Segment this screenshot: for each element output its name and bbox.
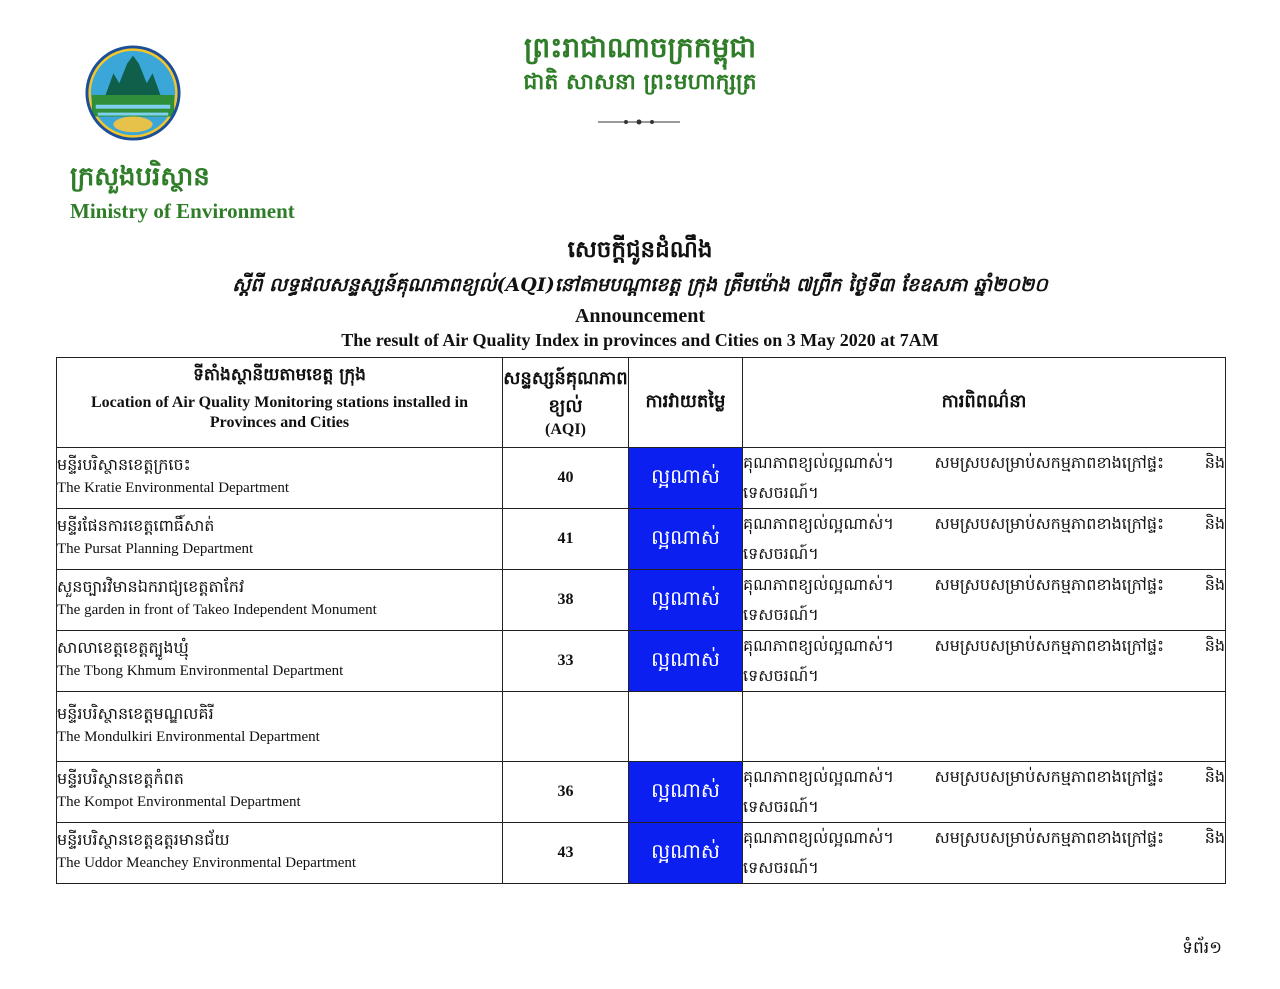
table-header-row — [57, 358, 1226, 448]
notice-title-kh: សេចក្តីជូនដំណឹង — [567, 236, 713, 263]
evaluation-badge: ល្អណាស់ — [629, 631, 743, 692]
table-row — [57, 448, 1226, 509]
evaluation-badge: ល្អណាស់ — [629, 448, 743, 509]
recommendation-text: គុណភាពខ្យល់ល្អណាស់។ សមស្របសម្រាប់សកម្មភាពខាងក្រៅផ្ទះ និងទេសចរណ៍។ — [743, 570, 1226, 631]
header-location-en: Location of Air Quality Monitoring stations installed in Provinces and Cities — [90, 394, 469, 431]
recommendation-text: គុណភាពខ្យល់ល្អណាស់។ សមស្របសម្រាប់សកម្មភាពខាងក្រៅផ្ទះ និងទេសចរណ៍។ — [743, 823, 1226, 884]
location-kh: សួនច្បារវិមានឯករាជ្យខេត្តតាកែវ — [57, 577, 245, 596]
location-en: The Pursat Planning Department — [57, 541, 254, 557]
recommendation-text — [743, 692, 1226, 762]
table-row — [57, 692, 1226, 762]
evaluation-badge: ល្អណាស់ — [629, 823, 743, 884]
evaluation-badge: ល្អណាស់ — [629, 509, 743, 570]
aqi-table — [56, 357, 1226, 884]
header-aqi — [503, 358, 629, 448]
aqi-value: 33 — [503, 631, 629, 692]
aqi-value: 43 — [503, 823, 629, 884]
aqi-value — [503, 692, 629, 762]
aqi-value: 36 — [503, 762, 629, 823]
location-kh: មន្ទីរបរិស្ថានខេត្តឧត្តរមានជ័យ — [57, 830, 230, 849]
location-en: The Mondulkiri Environmental Department — [57, 728, 320, 745]
header-evaluation: ការវាយតម្លៃ — [629, 358, 743, 448]
page-number: ទំព័រ១ — [1182, 938, 1222, 958]
header-aqi-kh: សន្ទស្សន៍គុណភាពខ្យល់ — [503, 367, 628, 417]
recommendation-text: គុណភាពខ្យល់ល្អណាស់។ សមស្របសម្រាប់សកម្មភាពខាងក្រៅផ្ទះ និងទេសចរណ៍។ — [743, 448, 1226, 509]
evaluation-badge: ល្អណាស់ — [629, 762, 743, 823]
location-cell — [57, 509, 503, 570]
ornamental-divider-icon — [598, 118, 680, 126]
table-row — [57, 570, 1226, 631]
aqi-value: 38 — [503, 570, 629, 631]
header-recommendation: ការពិពណ៌នា — [743, 358, 1226, 448]
table-row — [57, 823, 1226, 884]
kingdom-motto: ជាតិ សាសនា ព្រះមហាក្សត្រ — [523, 69, 757, 95]
location-en: The garden in front of Takeo Independent Monument — [57, 602, 377, 618]
table-row — [57, 762, 1226, 823]
announcement-title-en: Announcement — [574, 305, 705, 327]
location-cell — [57, 762, 503, 823]
recommendation-text: គុណភាពខ្យល់ល្អណាស់។ សមស្របសម្រាប់សកម្មភាពខាងក្រៅផ្ទះ និងទេសចរណ៍។ — [743, 631, 1226, 692]
recommendation-text: គុណភាពខ្យល់ល្អណាស់។ សមស្របសម្រាប់សកម្មភាពខាងក្រៅផ្ទះ និងទេសចរណ៍។ — [743, 762, 1226, 823]
location-cell — [57, 692, 503, 762]
location-cell — [57, 823, 503, 884]
kingdom-title: ព្រះរាជាណាចក្រកម្ពុជា — [523, 31, 756, 64]
location-kh: សាលាខេត្តខេត្តត្បូងឃ្មុំ — [57, 638, 189, 657]
location-en: The Tbong Khmum Environmental Department — [57, 663, 344, 679]
evaluation-badge — [629, 692, 743, 762]
subject-kh: ស្តីពី លទ្ធផលសន្ទស្សន៍គុណភាពខ្យល់(AQI)នៅតាមបណ្តាខេត្ត ក្រុង ត្រឹមម៉ោង ៧ព្រឹក ថ្ងៃទី៣ ខែឧសភា ឆ្នាំ២០២០ — [232, 274, 1048, 296]
location-en: The Kratie Environmental Department — [57, 480, 289, 496]
location-cell — [57, 631, 503, 692]
ministry-name-kh: ក្រសួងបរិស្ថាន — [70, 162, 210, 192]
table-row — [57, 509, 1226, 570]
evaluation-badge: ល្អណាស់ — [629, 570, 743, 631]
header-location-kh: ទីតាំងស្ថានីយតាមខេត្ត ក្រុង — [193, 365, 366, 385]
aqi-value: 40 — [503, 448, 629, 509]
location-en: The Kompot Environmental Department — [57, 794, 301, 810]
location-cell — [57, 448, 503, 509]
location-en: The Uddor Meanchey Environmental Department — [57, 855, 357, 871]
header-aqi-en: (AQI) — [545, 420, 586, 438]
table-row — [57, 631, 1226, 692]
location-kh: មន្ទីរបរិស្ថានខេត្តក្រចេះ — [57, 455, 191, 474]
location-cell — [57, 570, 503, 631]
recommendation-text: គុណភាពខ្យល់ល្អណាស់។ សមស្របសម្រាប់សកម្មភាពខាងក្រៅផ្ទះ និងទេសចរណ៍។ — [743, 509, 1226, 570]
aqi-value: 41 — [503, 509, 629, 570]
location-kh: មន្ទីរបរិស្ថានខេត្តកំពត — [57, 769, 184, 788]
ministry-name-en: Ministry of Environment — [70, 199, 295, 223]
location-kh: មន្ទីរបរិស្ថានខេត្តមណ្ឌលគិរី — [57, 703, 214, 723]
header-location — [57, 358, 503, 448]
subject-en: The result of Air Quality Index in provinces and Cities on 3 May 2020 at 7AM — [341, 330, 939, 350]
location-kh: មន្ទីរផែនការខេត្តពោធិ៍សាត់ — [57, 516, 215, 535]
